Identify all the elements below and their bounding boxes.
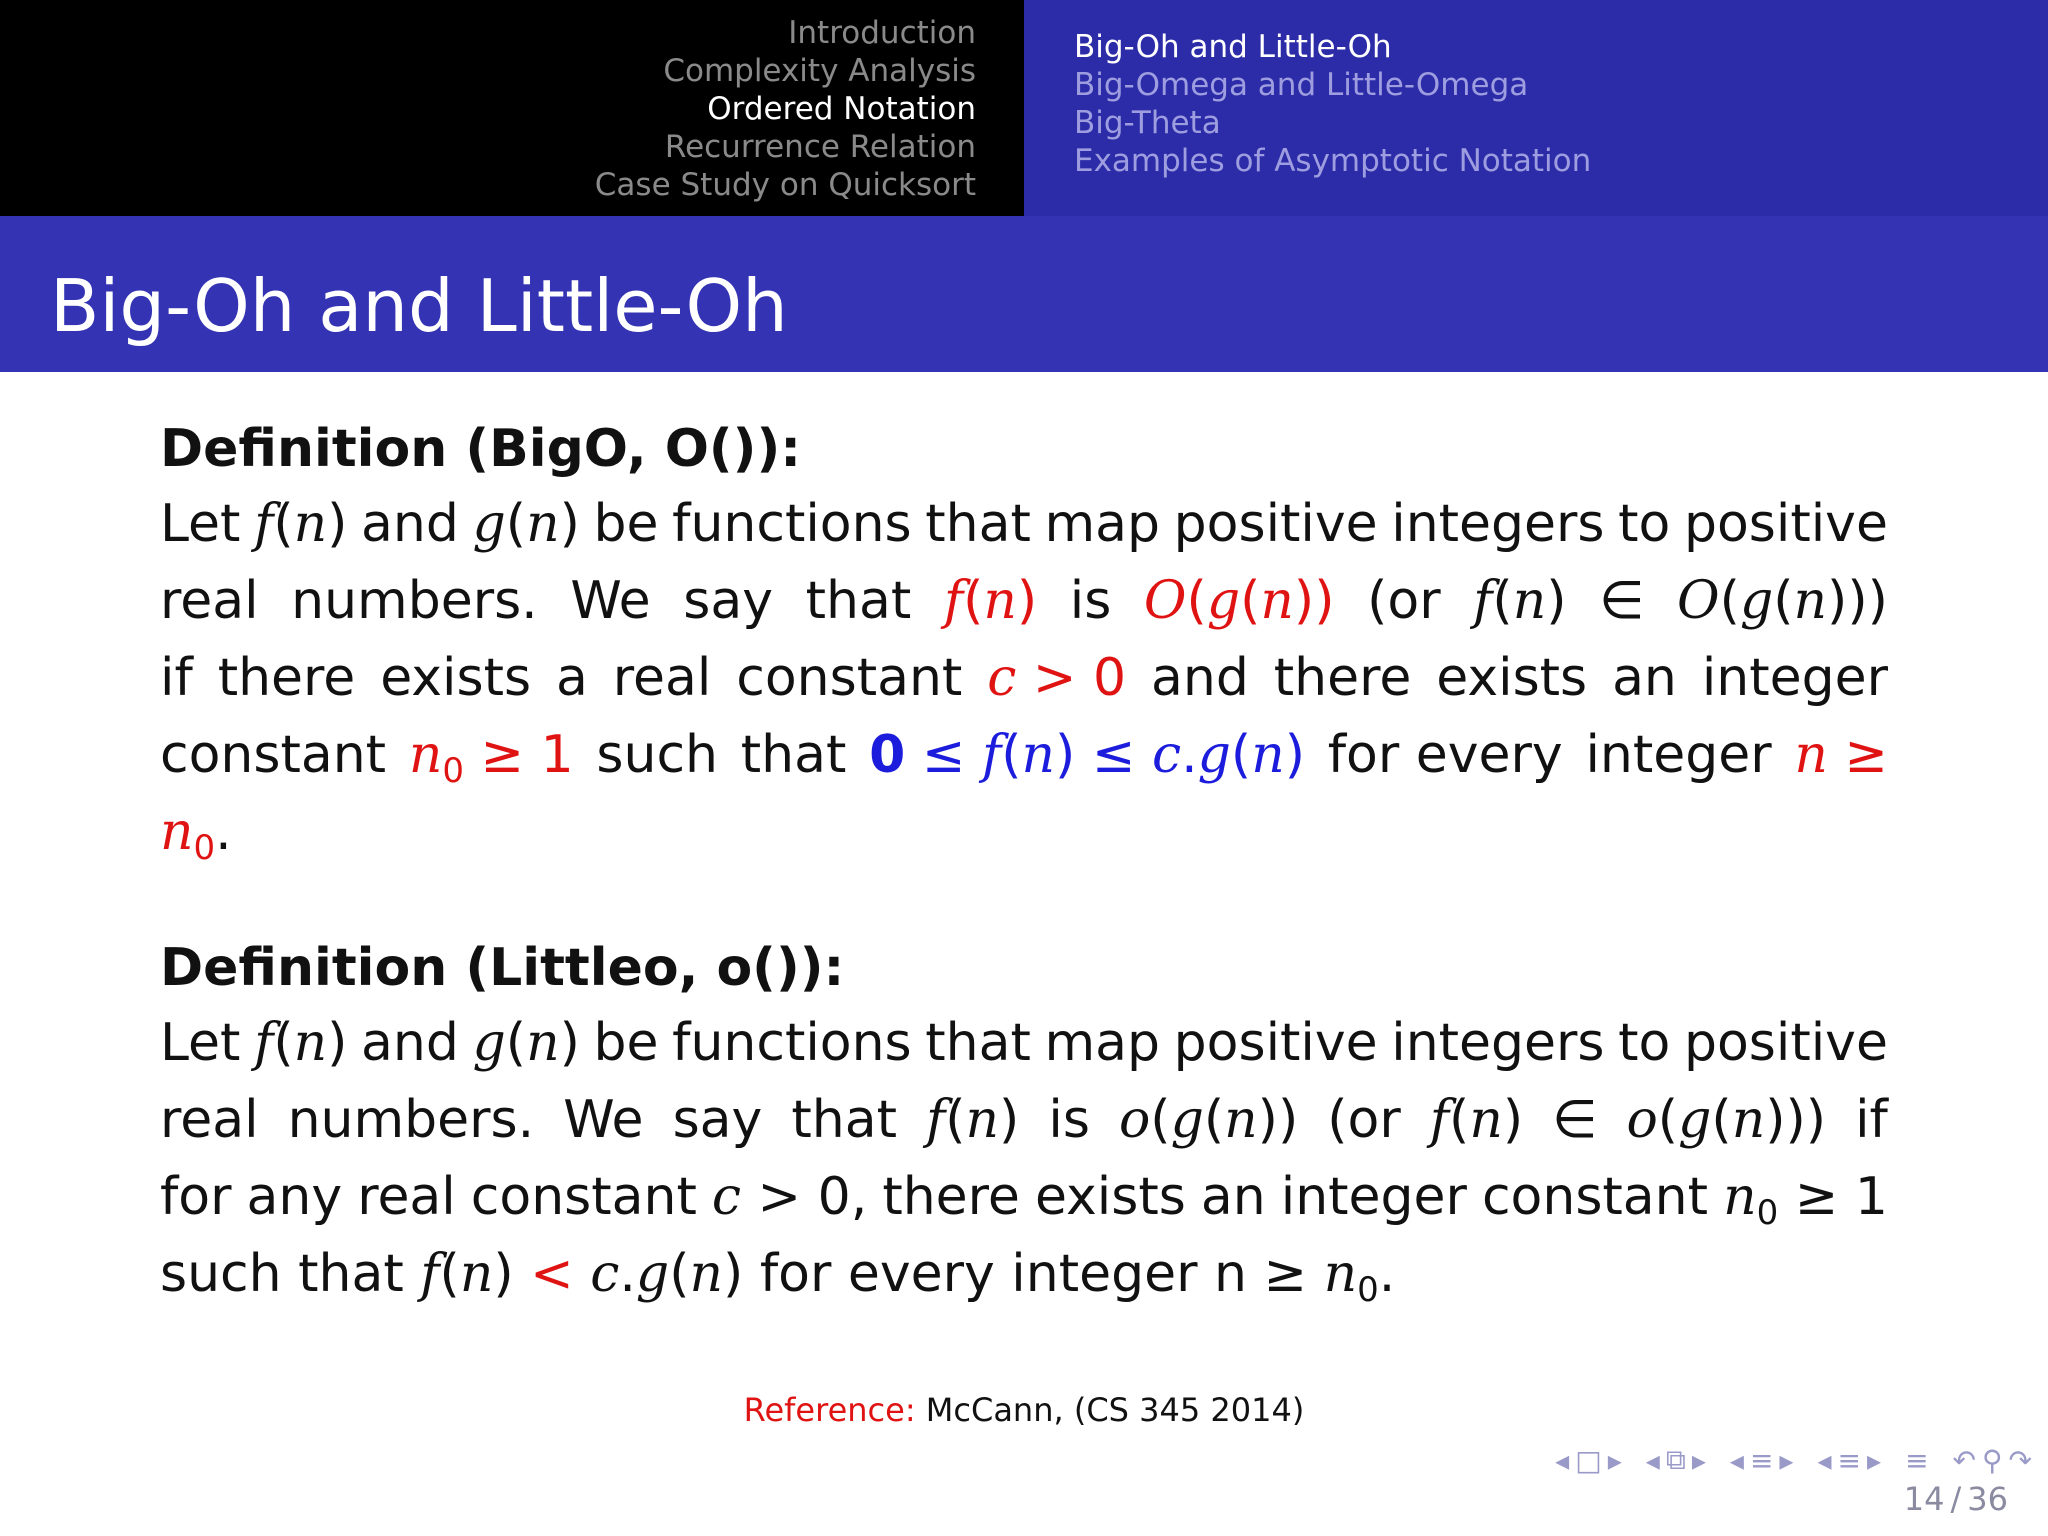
nav-section-icon[interactable]: ≡ bbox=[1749, 1443, 1774, 1477]
nav-frame-next-icon[interactable]: ▸ bbox=[1607, 1443, 1622, 1477]
nav-section-complexity-analysis[interactable]: Complexity Analysis bbox=[663, 53, 976, 89]
definition-heading: Definition (Littleo, o()): bbox=[160, 938, 845, 998]
page-current: 14 bbox=[1903, 1480, 1945, 1518]
definition-big-o bbox=[160, 410, 1888, 871]
nav-section-case-study-quicksort[interactable]: Case Study on Quicksort bbox=[594, 167, 976, 203]
beamer-navigation-bar bbox=[1541, 1442, 2032, 1478]
nav-frame-icon[interactable]: □ bbox=[1575, 1443, 1602, 1477]
nav-part-prev-icon[interactable]: ◂ bbox=[1817, 1443, 1832, 1477]
nav-section-introduction[interactable]: Introduction bbox=[788, 15, 976, 51]
nav-section-group bbox=[1730, 1444, 1794, 1477]
definition-line: constant $n_0 \ge 1$ such that 0 ≤ f(n) ≤ c.g(n) for every integer n ≥ bbox=[160, 725, 1888, 791]
definition-line: real numbers. We say that f(n) is O(g(n)) (or f(n) ∈ O(g(n))) bbox=[160, 571, 1888, 631]
nav-forward-icon[interactable]: ↷ bbox=[2008, 1443, 2032, 1477]
nav-section-ordered-notation[interactable]: Ordered Notation bbox=[707, 91, 976, 127]
nav-part-icon[interactable]: ≡ bbox=[1837, 1443, 1862, 1477]
nav-subsection-prev-icon[interactable]: ◂ bbox=[1645, 1443, 1660, 1477]
nav-search-group bbox=[1953, 1444, 2032, 1477]
nav-part-next-icon[interactable]: ▸ bbox=[1867, 1443, 1882, 1477]
nav-align-group bbox=[1905, 1444, 1928, 1477]
definition-line: Let f(n) and g(n) be functions that map positive integers to positive bbox=[160, 1013, 1888, 1073]
nav-section-next-icon[interactable]: ▸ bbox=[1779, 1443, 1794, 1477]
nav-subsection-big-theta[interactable]: Big-Theta bbox=[1074, 105, 1221, 141]
nav-subsection-big-omega[interactable]: Big-Omega and Little-Omega bbox=[1074, 67, 1529, 103]
definition-line: for any real constant c > 0, there exists an integer constant $n_0 \ge 1$ bbox=[160, 1167, 1888, 1233]
subsection-navigation bbox=[1024, 0, 2048, 216]
reference bbox=[0, 1390, 2048, 1430]
nav-subsection-next-icon[interactable]: ▸ bbox=[1691, 1443, 1706, 1477]
section-navigation bbox=[0, 0, 1024, 216]
definitions bbox=[160, 410, 1888, 1371]
nav-align-icon[interactable]: ≡ bbox=[1905, 1443, 1929, 1477]
nav-frame-prev-icon[interactable]: ◂ bbox=[1555, 1443, 1570, 1477]
nav-section-prev-icon[interactable]: ◂ bbox=[1729, 1443, 1744, 1477]
definition-heading: Definition (BigO, O()): bbox=[160, 419, 802, 479]
nav-back-icon[interactable]: ↶ bbox=[1952, 1443, 1977, 1477]
nav-subsection-group bbox=[1646, 1443, 1706, 1477]
reference-text: McCann, (CS 345 2014) bbox=[925, 1391, 1305, 1429]
nav-subsection-big-oh[interactable]: Big-Oh and Little-Oh bbox=[1074, 29, 1392, 65]
definition-line: real numbers. We say that f(n) is o(g(n)) (or f(n) ∈ o(g(n))) if bbox=[160, 1090, 1888, 1150]
frame-title: Big-Oh and Little-Oh bbox=[50, 264, 788, 348]
reference-label: Reference: bbox=[743, 1391, 916, 1429]
nav-subsection-examples[interactable]: Examples of Asymptotic Notation bbox=[1074, 143, 1592, 179]
definition-little-o bbox=[160, 929, 1888, 1313]
definition-line: such that f(n) < c.g(n) for every integer $n \ge n_0$. bbox=[160, 1244, 1396, 1310]
page-total: 36 bbox=[1967, 1480, 2008, 1518]
definition-line: if there exists a real constant c > 0 and there exists an integer bbox=[160, 648, 1888, 708]
page-number: 14 / 36 bbox=[1903, 1480, 2008, 1518]
search-icon[interactable]: ⚲ bbox=[1982, 1443, 2003, 1477]
nav-frame-group bbox=[1555, 1444, 1622, 1477]
nav-subsection-icon[interactable]: ⧉ bbox=[1665, 1443, 1686, 1476]
nav-part-group bbox=[1817, 1444, 1881, 1477]
definition-line: $n_0$. bbox=[160, 802, 232, 868]
nav-section-recurrence-relation[interactable]: Recurrence Relation bbox=[664, 129, 976, 165]
definition-line: Let f(n) and g(n) be functions that map positive integers to positive bbox=[160, 494, 1888, 554]
